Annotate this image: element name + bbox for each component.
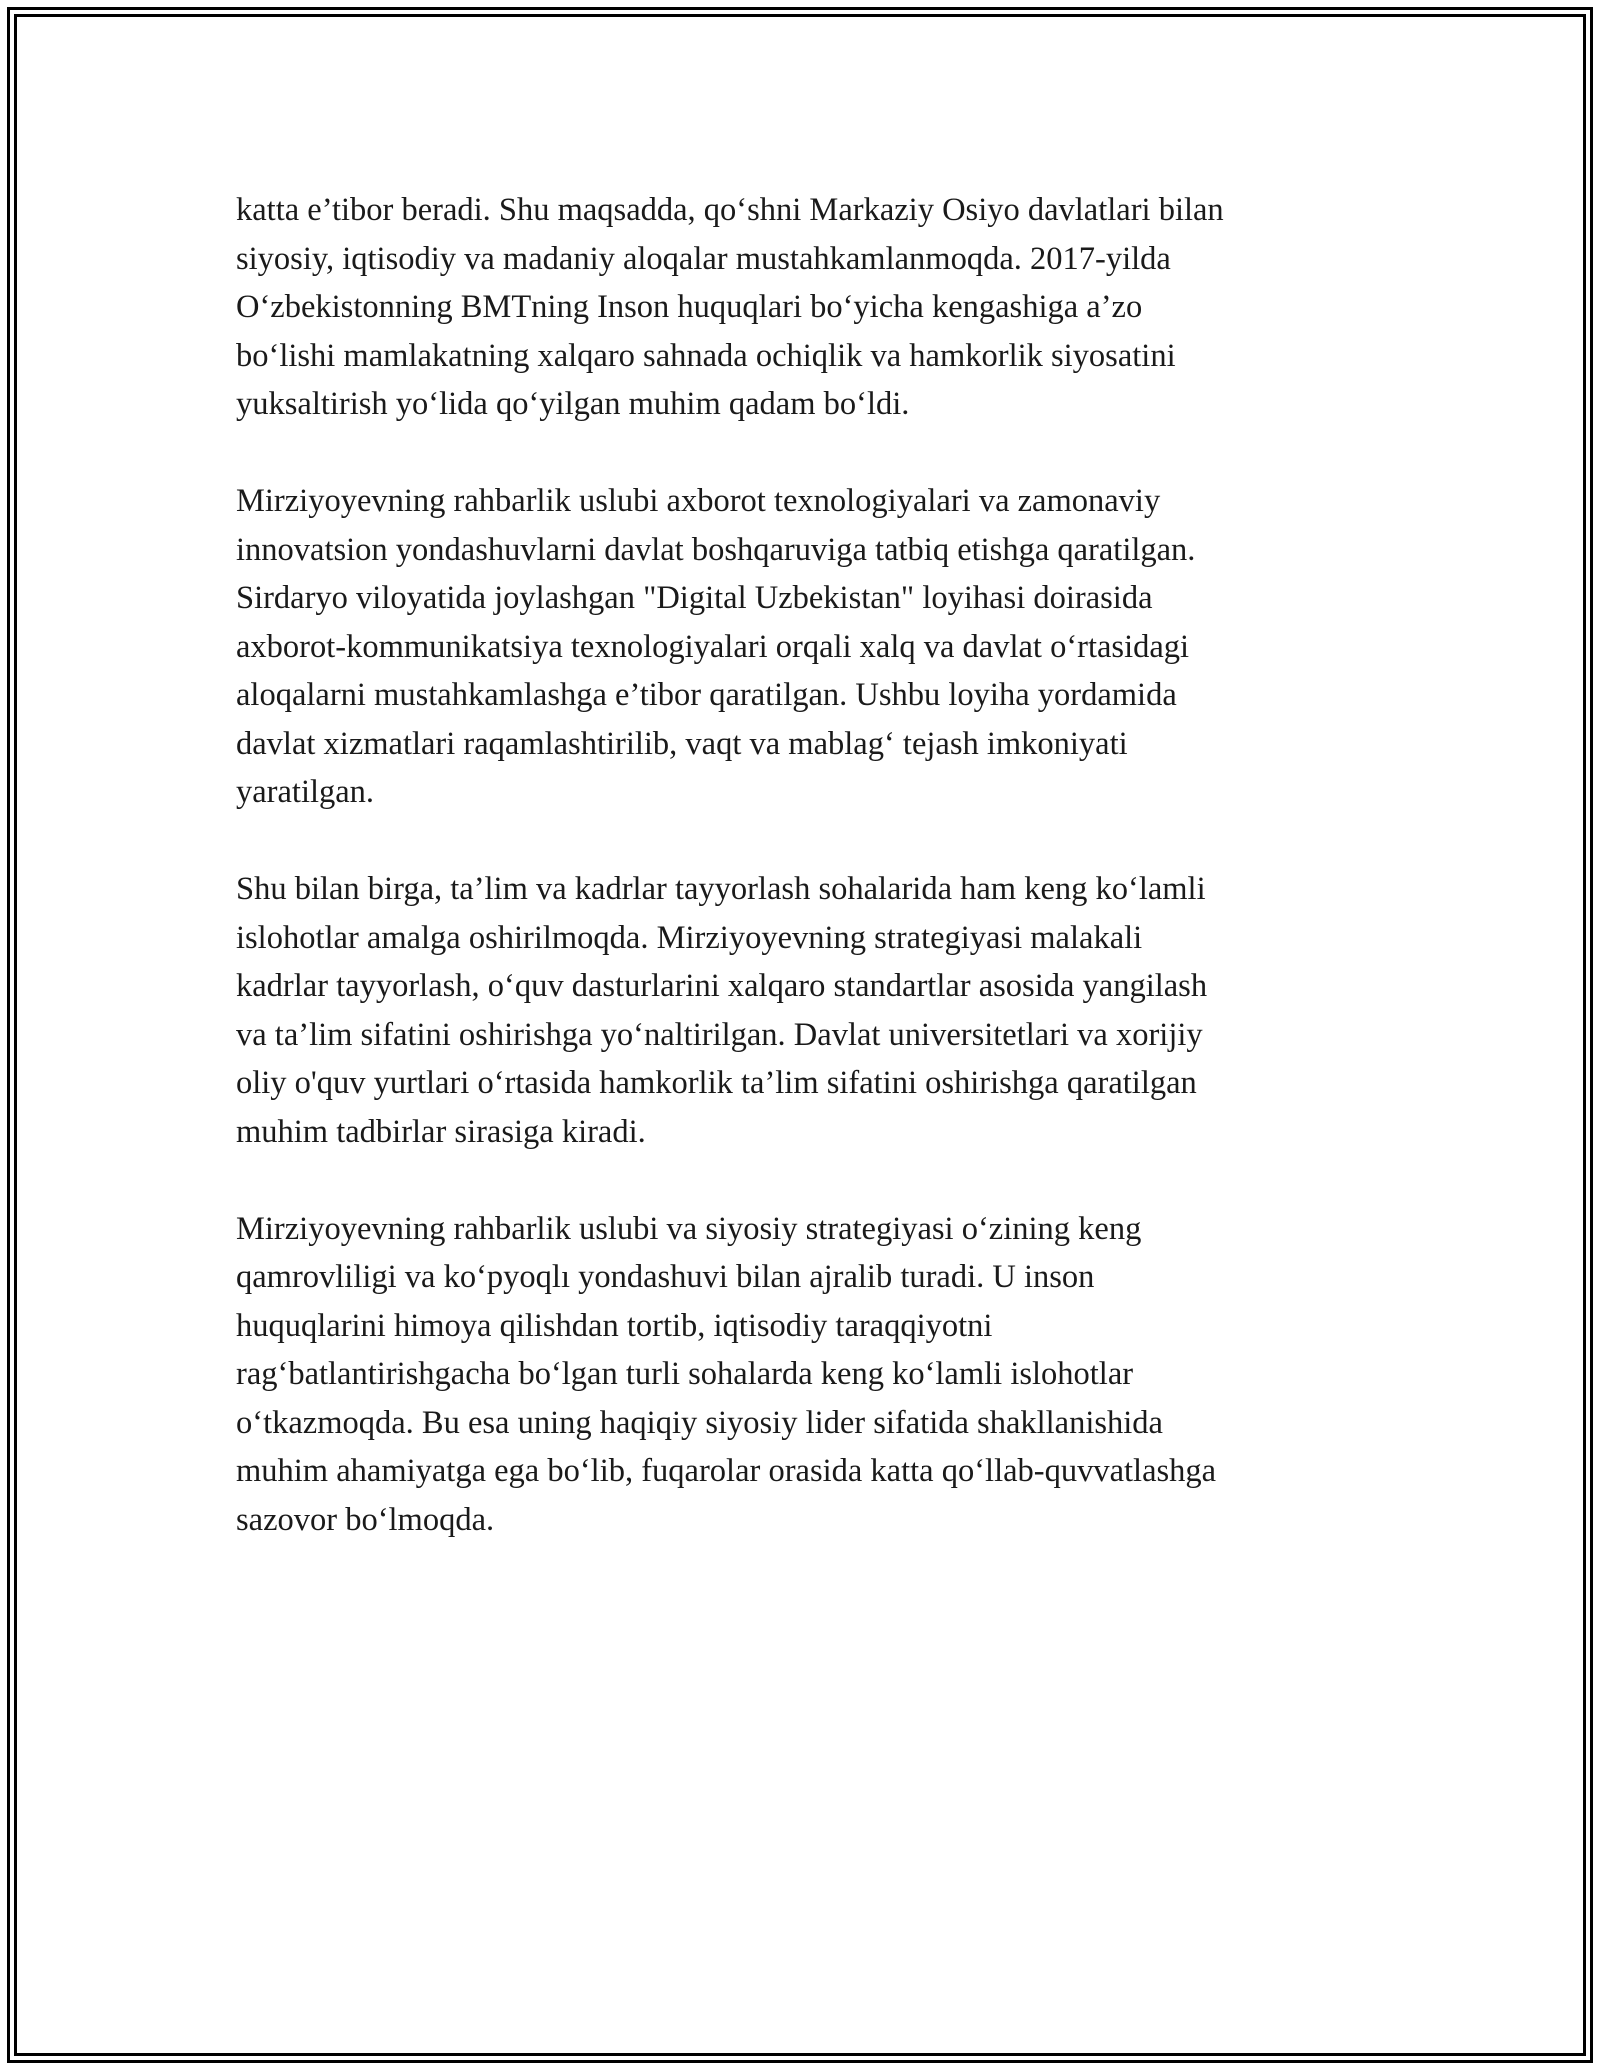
text-line: O‘zbekistonning BMTning Inson huquqlari bo‘yicha kengashiga a’zo	[236, 289, 1143, 325]
text-line: Shu bilan birga, ta’lim va kadrlar tayyorlash sohalarida ham keng ko‘lamli	[236, 871, 1206, 907]
text-line: innovatsion yondashuvlarni davlat boshqaruviga tatbiq etishga qaratilgan.	[236, 531, 1196, 568]
text-line: yaratilgan.	[236, 774, 375, 810]
text-line: muhim tadbirlar sirasiga kiradi.	[236, 1113, 646, 1150]
text-line: islohotlar amalga oshirilmoqda. Mirziyoyevning strategiyasi malakali	[236, 919, 1143, 956]
text-line: Sirdaryo viloyatida joylashgan "Digital Uzbekistan" loyihasi doirasida	[236, 580, 1153, 616]
text-line: muhim ahamiyatga ega bo‘lib, fuqarolar orasida katta qo‘llab-quvvatlashga	[236, 1453, 1217, 1489]
paragraph-foreign-relations	[236, 186, 1366, 429]
text-line: aloqalarni mustahkamlashga e’tibor qaratilgan. Ushbu loyiha yordamida	[236, 677, 1177, 713]
paragraph-education-reforms	[236, 865, 1366, 1156]
document-body	[236, 186, 1366, 1593]
text-line: axborot-kommunikatsiya texnologiyalari orqali xalq va davlat o‘rtasidagi	[236, 628, 1190, 665]
text-line: davlat xizmatlari raqamlashtirilib, vaqt va mablag‘ tejash imkoniyati	[236, 725, 1128, 762]
text-line: huquqlarini himoya qilishdan tortib, iqtisodiy taraqqiyotni	[236, 1307, 993, 1344]
text-line: Mirziyoyevning rahbarlik uslubi axborot texnologiyalari va zamonaviy	[236, 483, 1161, 519]
paragraph-leadership-summary	[236, 1205, 1366, 1545]
text-line: va ta’lim sifatini oshirishga yo‘naltirilgan. Davlat universitetlari va xorijiy	[236, 1016, 1203, 1053]
text-line: sazovor bo‘lmoqda.	[236, 1501, 495, 1538]
text-line: bo‘lishi mamlakatning xalqaro sahnada ochiqlik va hamkorlik siyosatini	[236, 337, 1176, 374]
text-line: oliy o'quv yurtlari o‘rtasida hamkorlik ta’lim sifatini oshirishga qaratilgan	[236, 1065, 1197, 1101]
text-line: katta e’tibor beradi. Shu maqsadda, qo‘shni Markaziy Osiyo davlatlari bilan	[236, 192, 1224, 228]
text-line: Mirziyoyevning rahbarlik uslubi va siyosiy strategiyasi o‘zining keng	[236, 1210, 1142, 1247]
text-line: kadrlar tayyorlash, o‘quv dasturlarini xalqaro standartlar asosida yangilash	[236, 968, 1208, 1004]
text-line: yuksaltirish yo‘lida qo‘yilgan muhim qadam bo‘ldi.	[236, 386, 910, 422]
text-line: o‘tkazmoqda. Bu esa uning haqiqiy siyosiy lider sifatida shakllanishida	[236, 1404, 1163, 1441]
text-line: qamrovliligi va ko‘pyoqlı yondashuvi bilan ajralib turadi. U inson	[236, 1259, 1095, 1295]
text-line: siyosiy, iqtisodiy va madaniy aloqalar mustahkamlanmoqda. 2017-yilda	[236, 240, 1171, 277]
text-line: rag‘batlantirishgacha bo‘lgan turli sohalarda keng ko‘lamli islohotlar	[236, 1356, 1134, 1392]
paragraph-digital-technologies	[236, 477, 1366, 817]
